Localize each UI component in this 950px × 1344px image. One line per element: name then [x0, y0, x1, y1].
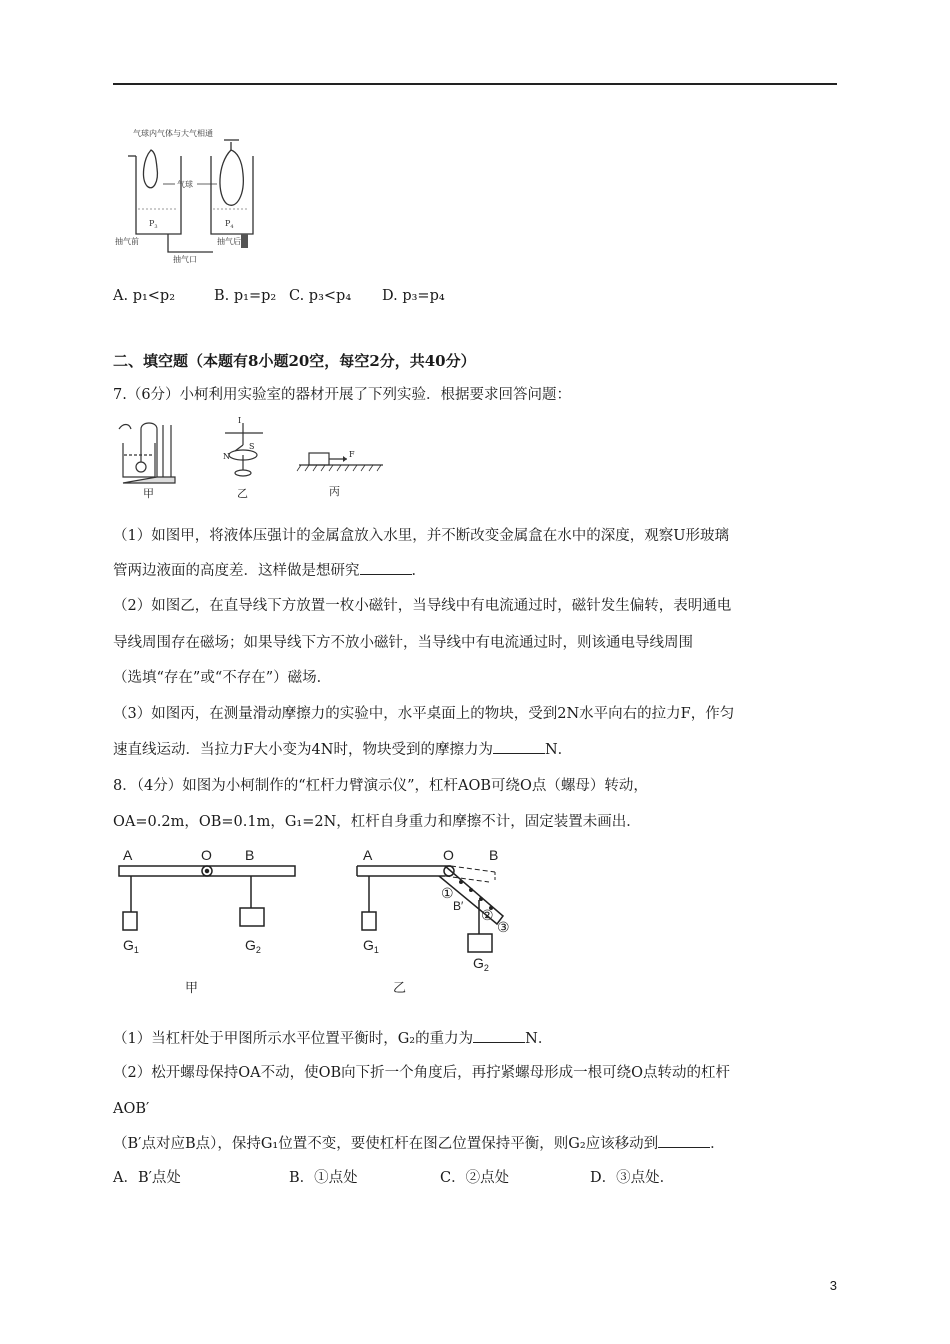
- q8-part2-line2: AOB′: [113, 1101, 150, 1117]
- answer-blank[interactable]: [658, 1133, 710, 1148]
- lever-figure: [113, 842, 553, 1002]
- q7-fig-b-south: S: [249, 442, 255, 451]
- section-heading: 二、填空题（本题有8小题20空，每空2分，共40分）: [113, 352, 476, 370]
- q8-part2-line1: （2）松开螺母保持OA不动，使OB向下折一个角度后，再拧紧螺母形成一根可绕O点转动的杠杆: [113, 1065, 731, 1081]
- q8-stem-line2: OA=0.2m，OB=0.1m，G₁=2N，杠杆自身重力和摩擦不计，固定装置未画出．: [113, 814, 641, 830]
- fig6-p4-label: $P_4$: [225, 219, 234, 230]
- q7-part2-line3: （选填“存在”或“不存在”）磁场．: [113, 670, 332, 686]
- lever-g1-label: $G_1$: [123, 937, 139, 955]
- q7-part2-line2: 导线周围存在磁场；如果导线下方不放小磁针，当导线中有电流通过时，则该通电导线周围: [113, 635, 693, 651]
- lever-fig-yi-label: 乙: [393, 981, 407, 996]
- q8-option-b: B．①点处: [289, 1170, 358, 1186]
- q8-option-d: D．③点处．: [590, 1170, 675, 1186]
- lever2-o-label: O: [443, 847, 454, 863]
- q6-option-d: D. p₃=p₄: [382, 288, 445, 304]
- q7-fig-a-label: 甲: [143, 487, 154, 500]
- lever-g2-label: $G_2$: [245, 937, 261, 955]
- q7-part2-line1: （2）如图乙，在直导线下方放置一枚小磁针，当导线中有电流通过时，磁针发生偏转，表明通电: [113, 598, 732, 614]
- lever2-g1-label: $G_1$: [363, 937, 379, 955]
- answer-blank[interactable]: [473, 1028, 525, 1043]
- lever2-b-label: B: [489, 847, 499, 863]
- lever-a-label: A: [123, 847, 133, 863]
- q7-fig-c-label: 丙: [329, 485, 340, 498]
- q7-part3-line2: 速直线运动．当拉力F大小变为4N时，物块受到的摩擦力为 N．: [113, 739, 572, 761]
- lever2-g2-label: $G_2$: [473, 955, 489, 973]
- lever-fig-jia-label: 甲: [185, 981, 199, 996]
- q7-fig-b-current: I: [238, 416, 242, 425]
- lever2-a-label: A: [363, 847, 373, 863]
- header-rule: [113, 83, 837, 85]
- answer-blank[interactable]: [360, 560, 412, 575]
- fig6-balloon-label: 气球: [177, 180, 193, 189]
- q7-fig-b-label: 乙: [237, 487, 248, 500]
- fig6-outlet-label: 抽气口: [173, 255, 197, 264]
- q8-option-c: C．②点处: [440, 1170, 510, 1186]
- q6-option-a: A. p₁<p₂: [113, 288, 176, 304]
- page-number: 3: [829, 1278, 837, 1293]
- q7-stem: 7.（6分）小柯利用实验室的器材开展了下列实验．根据要求回答问题：: [113, 387, 572, 403]
- fig6-note: 气球内气体与大气相通: [133, 129, 213, 138]
- q7-part1-line1: （1）如图甲，将液体压强计的金属盒放入水里，并不断改变金属盒在水中的深度，观察U形玻璃: [113, 528, 729, 544]
- q8-part2-line3: （B′点对应B点），保持G₁位置不变，要使杠杆在图乙位置保持平衡，则G₂应该移动到 ．: [113, 1133, 725, 1155]
- lever2-bprime-label: B′: [453, 899, 464, 913]
- point-3-label: ③: [497, 919, 510, 935]
- q7-part3-line1: （3）如图丙，在测量滑动摩擦力的实验中，水平桌面上的物块，受到2N水平向右的拉力F，作匀: [113, 706, 735, 722]
- q8-stem-line1: 8．（4分）如图为小柯制作的“杠杆力臂演示仪”，杠杆AOB可绕O点（螺母）转动，: [113, 778, 648, 794]
- answer-blank[interactable]: [493, 739, 545, 754]
- point-2-label: ②: [481, 907, 494, 923]
- lever-b-label: B: [245, 847, 255, 863]
- point-1-label: ①: [441, 885, 454, 901]
- fig6-p3-label: $P_3$: [149, 219, 158, 230]
- q7-part1-line2: 管两边液面的高度差．这样做是想研究 ．: [113, 560, 426, 582]
- q7-fig-b-north: N: [223, 452, 230, 461]
- lever-o-label: O: [201, 847, 212, 863]
- fig6-before-label: 抽气前: [115, 237, 139, 246]
- q8-option-a: A．B′点处: [113, 1170, 181, 1186]
- q6-option-c: C. p₃<p₄: [289, 288, 352, 304]
- q8-part1: （1）当杠杆处于甲图所示水平位置平衡时，G₂的重力为 N．: [113, 1028, 552, 1050]
- q7-fig-c-force: F: [349, 450, 355, 459]
- q6-option-b: B. p₁=p₂: [214, 288, 277, 304]
- fig6-after-label: 抽气后: [217, 237, 241, 246]
- q7-figures: [113, 415, 393, 500]
- balloon-vacuum-figure: [113, 124, 263, 264]
